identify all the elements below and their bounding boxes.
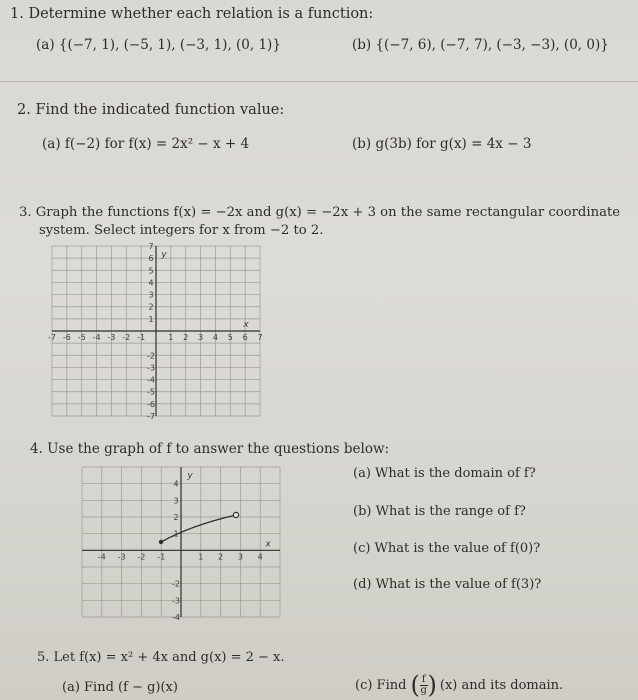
q3-y-tick-label: -3 [147,363,155,373]
q3-x-tick-label: -7 [48,333,56,342]
q4-function-curve [161,515,236,542]
q5-part-c-prefix: (c) Find [355,677,407,693]
q3-x-tick-label: -6 [62,333,71,342]
q3-x-tick-label: 7 [257,333,263,342]
q3-x-tick-label: 6 [242,333,248,342]
q4-curve-start-point [159,540,163,544]
q4-x-tick-label: -1 [157,552,166,562]
q3-prompt-line1: 3. Graph the functions f(x) = −2x and g(x) = −2x + 3 on the same rectangular coordinate [19,205,621,220]
q4-y-tick-label: 2 [173,513,179,522]
q3-y-tick-label: -5 [147,387,155,397]
q4-y-tick-label: 3 [173,496,179,506]
q4-x-tick-label: -2 [137,552,146,562]
q5-frac-paren: ( [410,671,420,699]
q4-x-tick-label: 2 [218,552,224,562]
q5-prompt: 5. Let f(x) = x² + 4x and g(x) = 2 − x. [37,650,285,665]
q4-x-tick-label: 4 [257,552,263,562]
q3-x-tick-label: 2 [183,333,189,342]
q4-x-tick-label: -3 [117,552,126,562]
page-fold-line [0,81,638,82]
q3-x-tick-label: -5 [77,333,86,342]
q5-fraction [420,675,428,696]
q3-x-tick-label: 5 [227,333,233,342]
q4-y-tick-label: -3 [172,596,180,606]
q3-y-tick-label: -2 [147,351,155,361]
q3-x-tick-label: -2 [122,333,131,342]
q3-y-tick-label: 3 [148,290,154,300]
q1-part-a: (a) {(−7, 1), (−5, 1), (−3, 1), (0, 1)} [36,37,281,53]
q2-prompt: 2. Find the indicated function value: [17,102,285,118]
q5-part-c [355,673,563,697]
q3-y-tick-label: -7 [147,412,155,421]
q4-x-axis-label: x [265,539,271,550]
q5-frac-denominator: g [420,684,427,696]
q4-x-tick-label: 1 [198,552,204,562]
q4-y-tick-label: -4 [172,613,180,622]
q4-prompt: 4. Use the graph of f to answer the questions below: [30,441,390,457]
q3-y-tick-label: 4 [148,278,154,288]
q3-y-axis-label: y [161,250,167,260]
q3-y-tick-label: 2 [148,302,154,312]
q3-x-axis-label: x [243,320,249,330]
q3-axes [52,246,263,416]
q3-y-tick-label: -6 [147,399,155,409]
q4-x-tick-label: -4 [97,552,106,562]
q4-y-axis-label: y [187,471,193,481]
q4-curve-end-point [233,512,238,517]
q4-part-c: (c) What is the value of f(0)? [353,541,541,556]
q4-function-graph [82,467,280,622]
q4-y-tick-label: -2 [172,579,180,589]
q3-x-tick-label: -4 [92,333,101,342]
q4-y-tick-label: 1 [173,529,179,539]
q4-part-d: (d) What is the value of f(3)? [353,577,542,592]
q3-prompt-line2: system. Select integers for x from −2 to 2. [39,223,324,238]
q1-part-b: (b) {(−7, 6), (−7, 7), (−3, −3), (0, 0)} [352,37,609,53]
q3-y-tick-label: 6 [148,254,154,264]
q2-part-b: (b) g(3b) for g(x) = 4x − 3 [352,136,532,152]
q4-part-a: (a) What is the domain of f? [353,466,536,481]
q3-x-tick-label: -3 [107,333,116,342]
q5-frac-numerator: f [421,673,426,685]
q3-x-tick-label: 4 [212,333,218,342]
q4-axes [82,467,280,617]
q1-prompt: 1. Determine whether each relation is a function: [10,6,374,22]
q4-part-b: (b) What is the range of f? [353,504,526,519]
q4-x-tick-label: 3 [237,552,243,562]
q3-y-tick-label: -4 [147,375,155,385]
q5-part-a: (a) Find (f − g)(x) [62,680,178,695]
q2-part-a: (a) f(−2) for f(x) = 2x² − x + 4 [42,136,250,152]
q5-frac-paren-close: ) [427,671,437,699]
q3-y-tick-label: 1 [148,314,154,324]
q5-part-c-suffix: (x) and its domain. [439,677,564,693]
q4-y-tick-label: 4 [173,479,179,489]
q3-x-tick-label: 1 [168,333,174,342]
q3-x-tick-label: 3 [198,333,204,342]
q3-x-tick-label: -1 [137,333,146,342]
q3-y-tick-label: 7 [148,242,154,251]
q3-coordinate-grid[interactable] [48,242,263,421]
q3-y-tick-label: 5 [148,266,154,276]
